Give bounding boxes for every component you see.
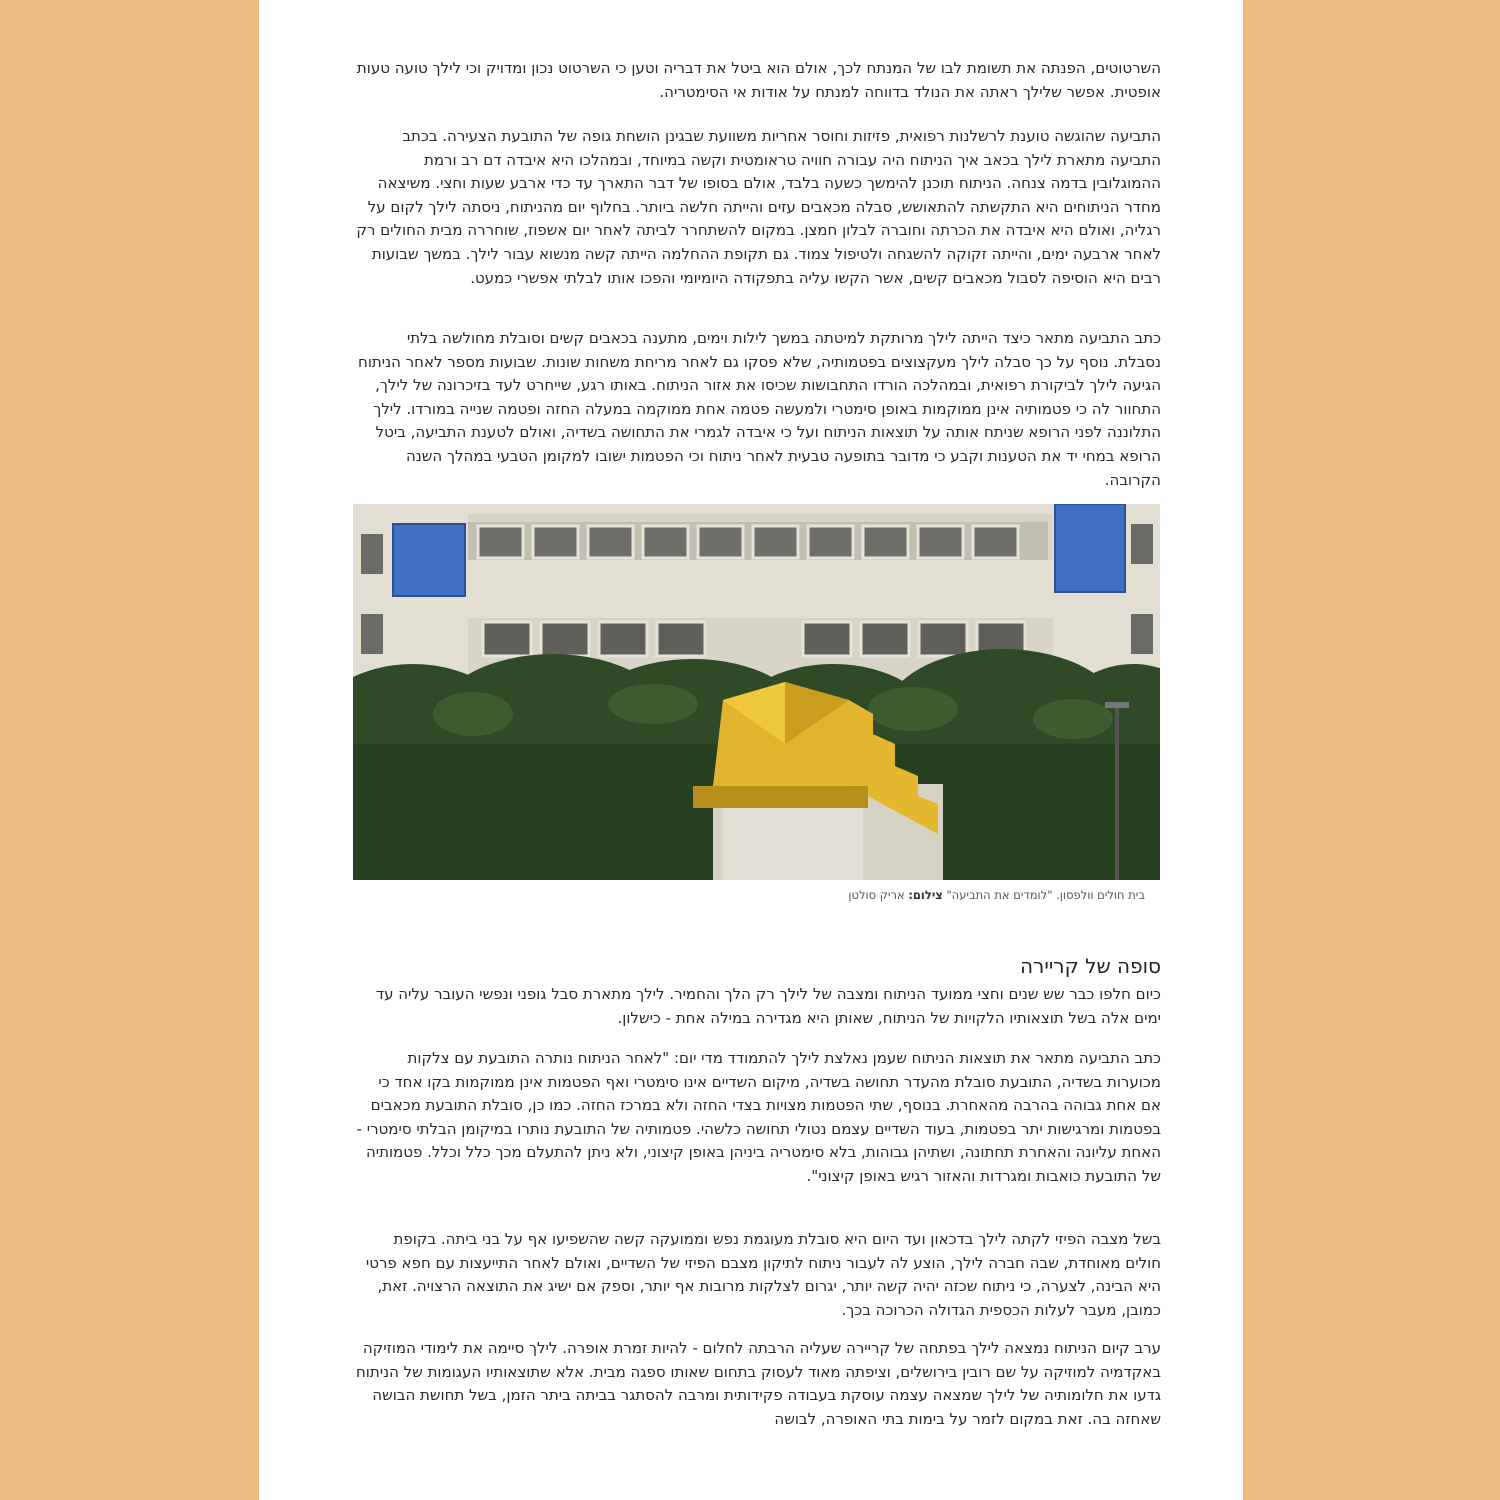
hospital-building-photo	[353, 504, 1160, 880]
photo-caption	[355, 888, 1145, 902]
caption-text: בית חולים וולפסון. "לומדים את התביעה"	[946, 888, 1145, 902]
caption-credit-label: צילום:	[908, 888, 943, 902]
paragraph: כתב התביעה מתאר את תוצאות הניתוח שעמן נאלצת לילך להתמודד מדי יום: "לאחר הניתוח נותרה התובעת עם צלקות מכוערות בשדיה, התובעת סובלת מהעדר תחושה בשדיה, מיקום השדיים אינו סימטרי ואף הפטמות אינן ממוקמות בקו אחד כי אם אחת גבוהה בהרבה מהאחרת. בנוסף, שתי הפטמות מצויות בצדי החזה ולא במרכז החזה. כמו כן, סובלת התובעת מכאבים בפטמות ומרגישות יתר בפטמות, בעוד השדיים עצמם נטולי תחושה כלשהי. פטמותיה של התובעת נותרו במיקומן הבלתי סימטרי - האחת עליונה והאחרת תחתונה, ושתיהן גבוהות, בלא סימטריה ביניהן באופן קיצוני, ולא ניתן להתעלם מכך כלל וכלל. פטמותיה של התובעת כואבות ומגרדות והאזור רגיש באופן קיצוני".	[356, 1049, 1161, 1185]
paragraph: כתב התביעה מתאר כיצד הייתה לילך מרותקת למיטתה במשך לילות וימים, מתענה בכאבים קשים וסובלת מחולשה בלתי נסבלת. נוסף על כך סבלה לילך מעקצוצים בפטמותיה, שלא פסקו גם לאחר מריחת משחות שונות. שבועות מספר לאחר הניתוח הגיעה לילך לביקורת רפואית, ובמהלכה הורדו התחבושות שכיסו את אזור הניתוח. באותו רגע, שייחרט לעד בזיכרונה של לילך, התחוור לה כי פטמותיה אינן ממוקמות באופן סימטרי ולמעשה פטמה אחת ממוקמה במעלה החזה ופטמה שנייה במורדו. לילך התלוננה לפני הרופא שניתח אותה על תוצאות הניתוח ועל כי איבדה לגמרי את התחושה בשדיה, ואולם לטענת התביעה, ביטל הרופא במחי יד את הטענות וקבע כי מדובר בתופעה טבעית לאחר ניתוח וכי הפטמות ישובו למקומן הטבעי במהלך השנה הקרובה.	[358, 329, 1161, 489]
paragraph: בשל מצבה הפיזי לקתה לילך בדכאון ועד היום היא סובלת מעוגמת נפש וממועקה קשה שהשפיעו אף על בני ביתה. בקופת חולים מאוחדת, שבה חברה לילך, הוצע לה לעבור ניתוח לתיקון מצבם הפיזי של השדיים, ואולם לאחר התייעצות עם חפא פרטי היא הבינה, לצערה, כי ניתוח שכזה יהיה קשה יותר, יגרום לצלקות מרובות אף יותר, וספק אם ישיג את התוצאה הרצויה. זאת, כמובן, מעבר לעלות הכספית הגדולה הכרוכה בכך.	[365, 1230, 1161, 1319]
document-page	[259, 0, 1243, 1500]
paragraph: כיום חלפו כבר שש שנים וחצי ממועד הניתוח ומצבה של לילך רק הלך והחמיר. לילך מתארת סבל גופני ונפשי העובר עליה עד ימים אלה בשל תוצאותיו הלקויות של הניתוח, שאותן היא מגדירה במילה אחת - כישלון.	[375, 985, 1161, 1027]
paragraph: ערב קיום הניתוח נמצאה לילך בפתחה של קריירה שעליה הרבתה לחלום - להיות זמרת אופרה. לילך סיימה את לימודי המוזיקה באקדמיה למוזיקה על שם רובין בירושלים, וציפתה מאוד לעסוק בתחום שאותו ספגה מבית. אלא שתוצאותיו העגומות של הניתוח גדעו את חלומותיה של לילך שמצאה עצמה עוסקת בעבודה פקידותית ומרבה להסתגר בביתה ביתר הזמן, בשל תחושת הבושה שאחזה בה. זאת במקום לזמר על בימות בתי האופרה, לבושה	[355, 1339, 1161, 1428]
caption-credit-name: אריק סולטן	[848, 888, 905, 902]
paragraph: השרטוטים, הפנתה את תשומת לבו של המנתח לכך, אולם הוא ביטל את דבריה וטען כי השרטוט נכון ומדויק וכי לילך טועה טעות אופטית. אפשר שלילך ראתה את הנולד בדווחה למנתח על אודות אי הסימטריה.	[356, 59, 1161, 101]
paragraph: התביעה שהוגשה טוענת לרשלנות רפואית, פזיזות וחוסר אחריות משוועת שבגינן הושחת גופה של התובעת הצעירה. בכתב התביעה מתארת לילך בכאב איך הניתוח היה עבורה חוויה טראומטית וקשה במיוחד, ובמהלכו היא איבדה דם רב ורמת ההמוגלובין בדמה צנחה. הניתוח תוכנן להימשך כשעה בלבד, אולם בסופו של דבר התארך עד כדי ארבע שעות וחצי. משיצאה מחדר הניתוחים היא התקשתה להתאושש, סבלה מכאבים עזים והייתה חלשה ביותר. בחלוף יום מהניתוח, ניסתה לילך לקום על רגליה, ואולם היא איבדה את הכרתה וחוברה לבלון חמצן. במקום להשתחרר לביתה לאחר יום אשפוז, שוחררה מבית החולים רק לאחר ארבעה ימים, והייתה זקוקה להשגחה ולטיפול צמוד. גם תקופת ההחלמה הייתה קשה מנשוא עבור לילך. במשך שבועות רבים היא הוסיפה לסבול מכאבים קשים, אשר הקשו עליה בתפקודה היומיומי והפכו אותו לבלתי אפשרי כמעט.	[356, 127, 1161, 287]
section-heading: סופה של קריירה	[1019, 954, 1161, 978]
